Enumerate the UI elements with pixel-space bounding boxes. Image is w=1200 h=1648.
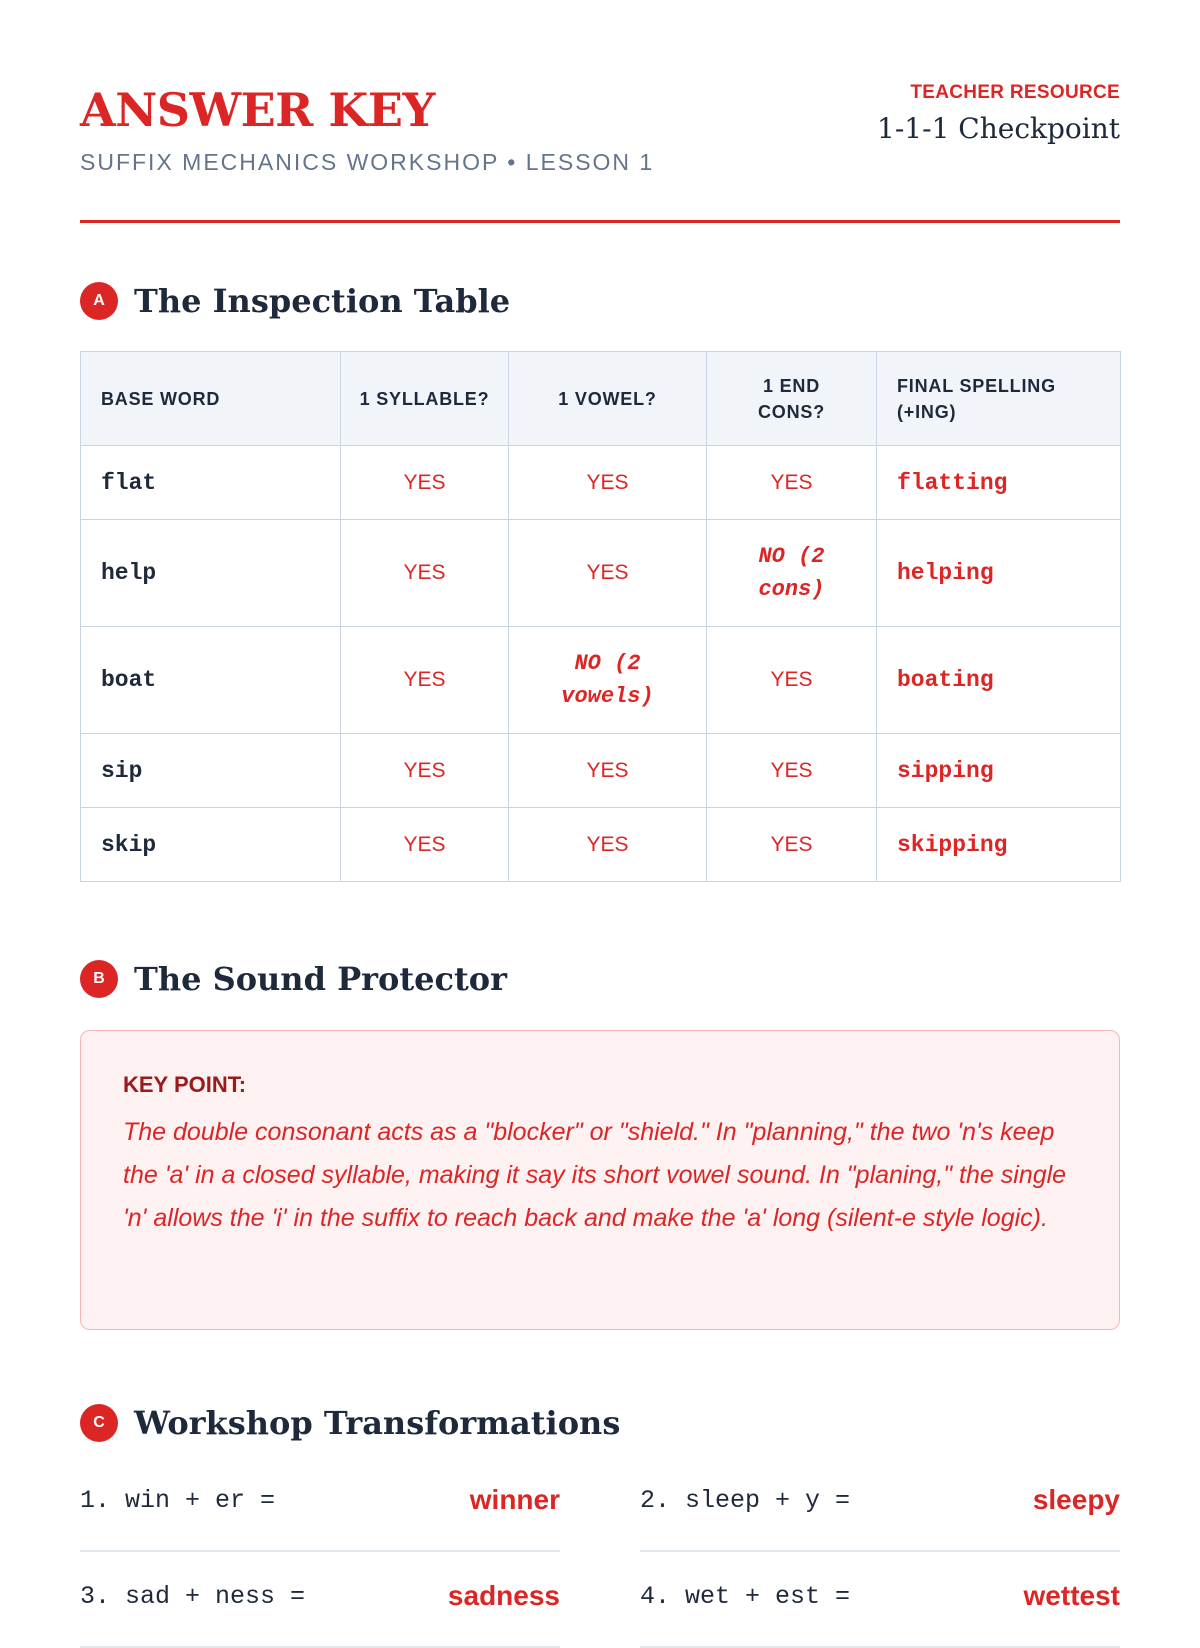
resource-title: 1-1-1 Checkpoint: [877, 112, 1120, 145]
base-word-cell: skip: [81, 808, 341, 882]
table-row: [81, 520, 1121, 627]
syllable-cell: YES: [341, 446, 509, 520]
table-row: [81, 808, 1121, 882]
section-a-heading: [80, 280, 510, 322]
table-row: [81, 627, 1121, 734]
section-a-badge: A: [80, 282, 118, 320]
exercise-prompt: 1. win + er =: [80, 1486, 276, 1515]
syllable-cell: YES: [341, 808, 509, 882]
section-b-heading: [80, 958, 507, 1000]
exercise-answer: winner: [469, 1484, 560, 1515]
base-word-cell: flat: [81, 446, 341, 520]
key-point-box: [80, 1030, 1120, 1330]
key-point-text: The double consonant acts as a "blocker" or "shield." In "planning," the two 'n's keep the 'a' in a closed syllable, making it say its short vowel sound. In "planing," the single 'n' allows the 'i' in the suffix to reach back and make the 'a' long (silent-e style logic).: [123, 1118, 1067, 1232]
header-divider: [80, 220, 1120, 223]
exercise-prompt: 3. sad + ness =: [80, 1582, 306, 1611]
table-header-row: [81, 352, 1121, 446]
inspection-table-wrapper: [80, 351, 1120, 882]
exercise-item: [640, 1574, 1120, 1648]
end-cons-cell: YES: [707, 734, 877, 808]
final-spelling-cell: skipping: [877, 808, 1121, 882]
table-row: [81, 446, 1121, 520]
column-header-syllable: 1 SYLLABLE?: [341, 352, 509, 446]
vowel-cell: NO (2 vowels): [509, 627, 707, 734]
end-cons-cell: YES: [707, 808, 877, 882]
vowel-cell: YES: [509, 520, 707, 627]
inspection-table: [80, 351, 1121, 882]
page-subtitle: SUFFIX MECHANICS WORKSHOP • LESSON 1: [80, 149, 655, 175]
exercise-item: [80, 1574, 560, 1648]
exercise-answer: sleepy: [1032, 1484, 1120, 1515]
section-b-badge: B: [80, 960, 118, 998]
column-header-end-cons: 1 END CONS?: [707, 352, 877, 446]
end-cons-cell: NO (2 cons): [707, 520, 877, 627]
exercise-item: [80, 1478, 560, 1552]
section-c-title: Workshop Transformations: [134, 1404, 621, 1442]
key-point-label: KEY POINT:: [123, 1072, 247, 1097]
vowel-cell: YES: [509, 734, 707, 808]
syllable-cell: YES: [341, 734, 509, 808]
page-header: [80, 82, 1120, 222]
section-c-heading: [80, 1402, 620, 1444]
vowel-cell: YES: [509, 446, 707, 520]
final-spelling-cell: sipping: [877, 734, 1121, 808]
vowel-cell: YES: [509, 808, 707, 882]
exercise-prompt: 2. sleep + y =: [640, 1486, 851, 1515]
exercise-item: [640, 1478, 1120, 1552]
column-header-vowel: 1 VOWEL?: [509, 352, 707, 446]
table-row: [81, 734, 1121, 808]
end-cons-cell: YES: [707, 446, 877, 520]
base-word-cell: sip: [81, 734, 341, 808]
base-word-cell: help: [81, 520, 341, 627]
section-b-title: The Sound Protector: [134, 960, 507, 998]
resource-label: TEACHER RESOURCE: [910, 82, 1120, 103]
base-word-cell: boat: [81, 627, 341, 734]
column-header-base-word: BASE WORD: [81, 352, 341, 446]
end-cons-cell: YES: [707, 627, 877, 734]
exercise-answer: wettest: [1023, 1580, 1120, 1611]
page-title: ANSWER KEY: [80, 83, 435, 137]
syllable-cell: YES: [341, 627, 509, 734]
exercise-answer: sadness: [447, 1580, 560, 1611]
final-spelling-cell: helping: [877, 520, 1121, 627]
column-header-final-spelling: FINAL SPELLING (+ING): [877, 352, 1121, 446]
final-spelling-cell: boating: [877, 627, 1121, 734]
syllable-cell: YES: [341, 520, 509, 627]
exercise-prompt: 4. wet + est =: [640, 1582, 851, 1611]
final-spelling-cell: flatting: [877, 446, 1121, 520]
section-a-title: The Inspection Table: [134, 282, 511, 320]
section-c-badge: C: [80, 1404, 118, 1442]
